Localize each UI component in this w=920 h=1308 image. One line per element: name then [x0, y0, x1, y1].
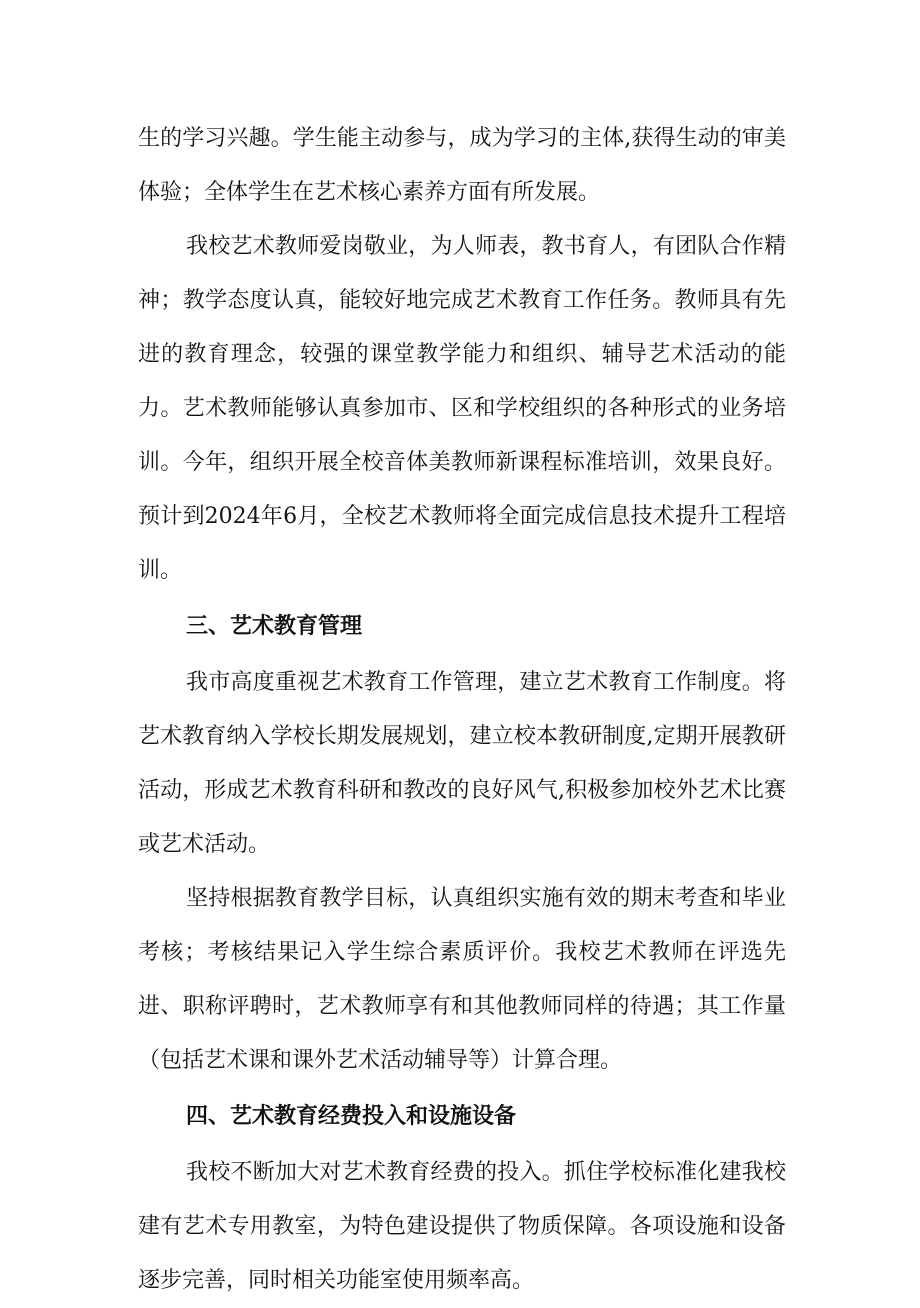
document-body: [138, 112, 786, 1308]
paragraph-management-system: 我市高度重视艺术教育工作管理，建立艺术教育工作制度。将艺术教育纳入学校长期发展规划，建立校本教研制度,定期开展教研活动，形成艺术教育科研和教改的良好风气,积极参加校外艺术比赛或艺术活动。: [138, 670, 786, 857]
paragraph-funding: 我校不断加大对艺术教育经费的投入。抓住学校标准化建我校建有艺术专用教室，为特色建设提供了物质保障。各项设施和设备逐步完善，同时相关功能室使用频率高。: [138, 1160, 786, 1293]
paragraph-assessment: 坚持根据教育教学目标，认真组织实施有效的期末考查和毕业考核；考核结果记入学生综合素质评价。我校艺术教师在评选先进、职称评聘时，艺术教师享有和其他教师同样的待遇；其工作量（包括艺术课和课外艺术活动辅导等）计算合理。: [138, 886, 786, 1073]
paragraph-art-teachers: 我校艺术教师爱岗敬业，为人师表，教书育人，有团队合作精神；教学态度认真，能较好地完成艺术教育工作任务。教师具有先进的教育理念，较强的课堂教学能力和组织、辅导艺术活动的能力。艺术教师能够认真参加市、区和学校组织的各种形式的业务培训。今年，组织开展全校音体美教师新课程标准培训，效果良好。预计到2024年6月，全校艺术教师将全面完成信息技术提升工程培训。: [138, 234, 786, 583]
heading-funding-and-facilities: 四、艺术教育经费投入和设施设备: [186, 1104, 517, 1129]
paragraph-student-interest: 生的学习兴趣。学生能主动参与，成为学习的主体,获得生动的审美体验；全体学生在艺术核心素养方面有所发展。: [138, 126, 786, 205]
heading-art-education-management: 三、艺术教育管理: [186, 614, 363, 639]
